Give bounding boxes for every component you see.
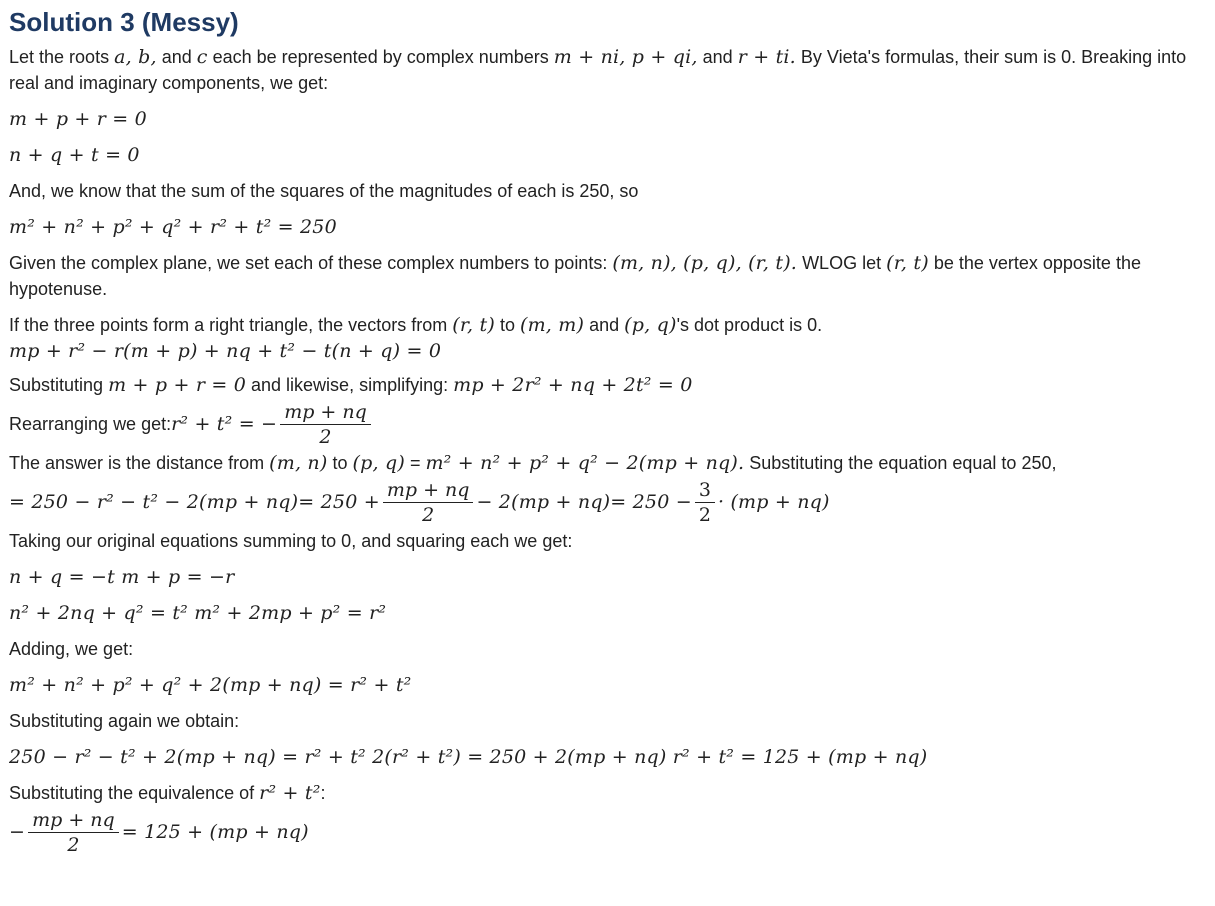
fraction: [695, 478, 715, 527]
text-segment: Let the roots: [9, 47, 115, 67]
equation-sums: n + q = −t m + p = −r: [9, 566, 235, 588]
magnitude-paragraph: And, we know that the sum of the squares of the magnitudes of each is 250, so: [9, 181, 639, 201]
text-segment: The answer is the distance from: [9, 453, 270, 473]
math-inline: −: [9, 821, 26, 843]
text-segment: and: [156, 47, 197, 67]
text-segment: Substituting the equivalence of: [9, 783, 260, 803]
fraction: [280, 400, 371, 449]
equation-real-sum: m + p + r = 0: [9, 108, 147, 130]
math-inline: (m, m): [519, 314, 585, 336]
math-inline: m + p + r = 0: [108, 374, 247, 396]
solution-article: [9, 0, 1209, 858]
complex-plane-paragraph: [9, 250, 1209, 302]
text-segment: and likewise, simplifying:: [246, 375, 454, 395]
math-inline: (p, q): [352, 452, 405, 474]
math-inline: m² + n² + p² + q² − 2(mp + nq).: [425, 452, 745, 474]
math-inline: (m, n), (p, q), (r, t).: [612, 252, 798, 274]
equation-distance-expansion: [9, 476, 1209, 528]
squaring-paragraph: Taking our original equations summing to 0, and squaring each we get:: [9, 531, 573, 551]
math-inline: mp + 2r² + nq + 2t² = 0: [453, 374, 693, 396]
fraction: [383, 478, 474, 527]
math-inline: = 250 − r² − t² − 2(mp + nq)= 250 +: [9, 491, 380, 513]
solution-heading: Solution 3 (Messy): [9, 7, 239, 37]
math-inline: · (mp + nq): [717, 491, 830, 513]
equation-squares: n² + 2nq + q² = t² m² + 2mp + p² = r²: [9, 602, 387, 624]
math-inline: (p, q): [624, 314, 677, 336]
equation-added: m² + n² + p² + q² + 2(mp + nq) = r² + t²: [9, 674, 412, 696]
fraction-numerator: mp + nq: [28, 808, 119, 833]
math-inline: a, b,: [114, 46, 157, 68]
equation-final: [9, 806, 1209, 858]
text-segment: each be represented by complex numbers: [207, 47, 554, 67]
math-inline: (r, t): [452, 314, 495, 336]
right-triangle-paragraph: [9, 312, 1209, 338]
distance-paragraph: [9, 450, 1209, 476]
equation-dot-product: mp + r² − r(m + p) + nq + t² − t(n + q) = 0: [9, 340, 442, 362]
fraction-numerator: mp + nq: [383, 478, 474, 503]
math-inline: (r, t): [886, 252, 929, 274]
text-segment: 's dot product is 0.: [676, 315, 823, 335]
math-inline: r² + t²: [259, 782, 321, 804]
math-inline: − 2(mp + nq)= 250 −: [476, 491, 692, 513]
text-segment: Given the complex plane, we set each of these complex numbers to points:: [9, 253, 613, 273]
text-segment: WLOG let: [797, 253, 887, 273]
math-inline: c: [196, 46, 208, 68]
rearranging-paragraph: [9, 398, 1209, 450]
equation-imag-sum: n + q + t = 0: [9, 144, 140, 166]
substitution-paragraph: [9, 372, 1209, 398]
substituting-again-paragraph: Substituting again we obtain:: [9, 711, 240, 731]
fraction-denominator: 2: [698, 503, 711, 526]
fraction-numerator: mp + nq: [280, 400, 371, 425]
fraction-denominator: 2: [319, 425, 332, 448]
text-segment: to: [327, 453, 353, 473]
text-segment: Substituting: [9, 375, 109, 395]
math-inline: r² + t² = −: [171, 413, 278, 435]
math-inline: = 125 + (mp + nq): [121, 821, 309, 843]
math-inline: (m, n): [269, 452, 328, 474]
math-inline: r + ti.: [737, 46, 796, 68]
math-inline: m + ni, p + qi,: [553, 46, 698, 68]
adding-paragraph: Adding, we get:: [9, 639, 134, 659]
equivalence-paragraph: [9, 780, 1209, 806]
text-segment: to: [494, 315, 520, 335]
fraction-denominator: 2: [67, 833, 80, 856]
text-segment: :: [320, 783, 326, 803]
text-segment: If the three points form a right triangle, the vectors from: [9, 315, 453, 335]
text-segment: and: [584, 315, 625, 335]
text-segment: Rearranging we get:: [9, 414, 172, 434]
equation-obtained: 250 − r² − t² + 2(mp + nq) = r² + t² 2(r² + t²) = 250 + 2(mp + nq) r² + t² = 125 + (mp + nq): [9, 746, 928, 768]
fraction: [28, 808, 119, 857]
text-segment: and: [697, 47, 738, 67]
fraction-denominator: 2: [422, 503, 435, 526]
text-segment: be the vertex opposite the hypotenuse.: [9, 253, 1141, 299]
equation-magnitudes: m² + n² + p² + q² + r² + t² = 250: [9, 216, 337, 238]
intro-paragraph: [9, 44, 1209, 96]
text-segment: Substituting the equation equal to 250,: [744, 453, 1057, 473]
text-segment: =: [404, 453, 426, 473]
fraction-numerator: 3: [695, 478, 715, 503]
text-segment: By Vieta's formulas, their sum is 0. Breaking into real and imaginary components, we get:: [9, 47, 1187, 93]
